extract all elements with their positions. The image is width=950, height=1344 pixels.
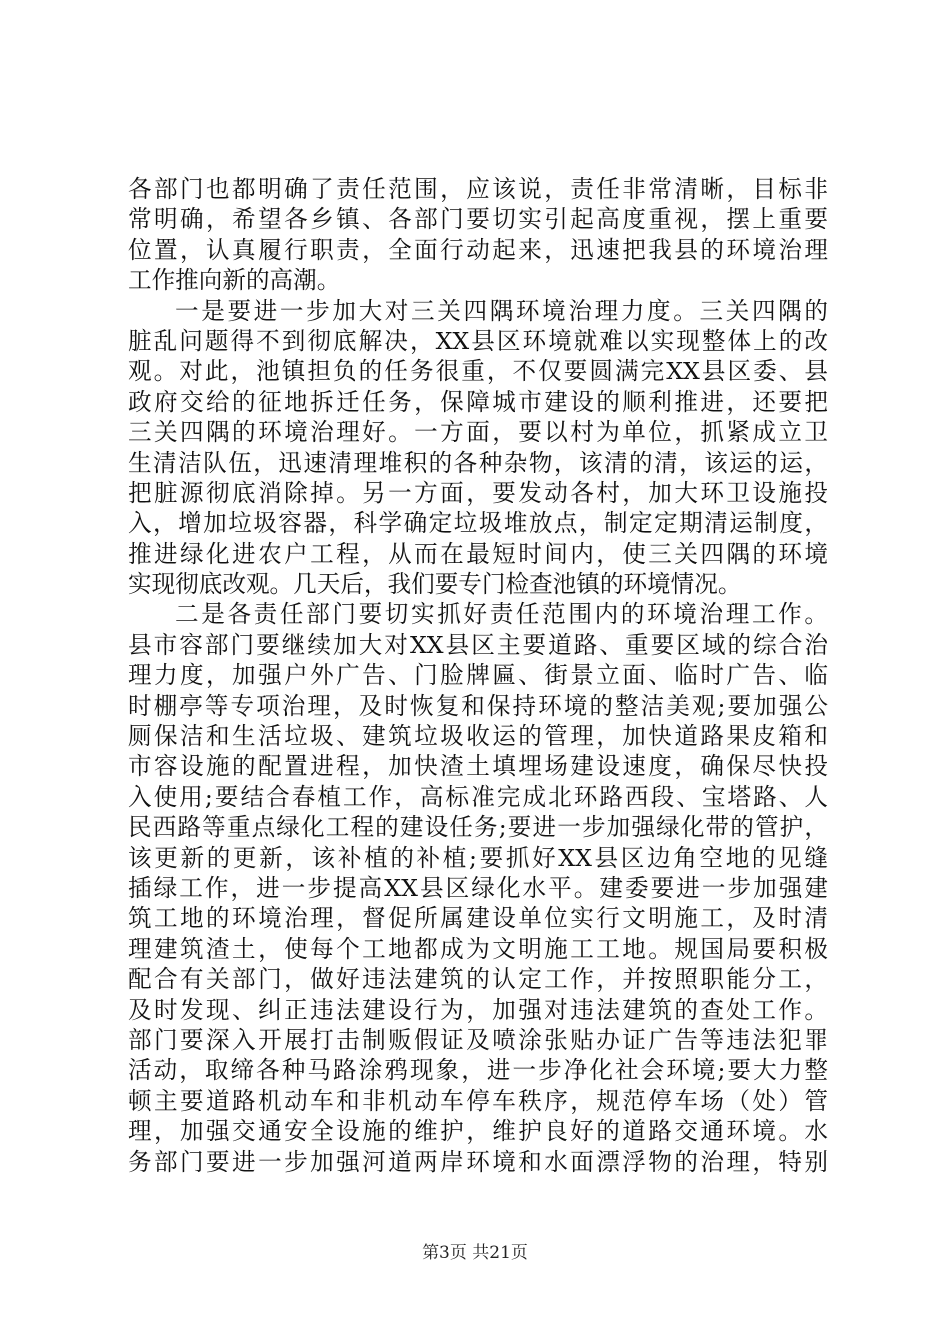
text-line: 市容设施的配置进程，加快渣土填埋场建设速度，确保尽快投 <box>128 752 828 781</box>
text-line: 工作推向新的高潮。 <box>128 266 341 295</box>
text-line: 观。对此，池镇担负的任务很重，不仅要圆满完XX县区委、县 <box>128 357 828 386</box>
text-line: 政府交给的征地拆迁任务，保障城市建设的顺利推进，还要把 <box>128 387 828 416</box>
text-line: 该更新的更新，该补植的补植;要抓好XX县区边角空地的见缝 <box>128 843 828 872</box>
text-line: 三关四隅的环境治理好。一方面，要以村为单位，抓紧成立卫 <box>128 418 828 447</box>
text-line: 把脏源彻底消除掉。另一方面，要发动各村，加大环卫设施投 <box>128 478 828 507</box>
text-line: 一是要进一步加大对三关四隅环境治理力度。三关四隅的 <box>175 296 828 325</box>
text-line: 县市容部门要继续加大对XX县区主要道路、重要区域的综合治 <box>128 630 828 659</box>
text-line: 理力度，加强户外广告、门脸牌匾、街景立面、临时广告、临 <box>128 661 828 690</box>
text-line: 生清洁队伍，迅速清理堆积的各种杂物，该清的清，该运的运， <box>128 448 828 477</box>
text-line: 筑工地的环境治理，督促所属建设单位实行文明施工，及时清 <box>128 904 828 933</box>
page-number-footer: 第3页 共21页 <box>422 1243 528 1263</box>
text-line: 各部门也都明确了责任范围，应该说，责任非常清晰，目标非 <box>128 175 828 203</box>
text-line: 厕保洁和生活垃圾、建筑垃圾收运的管理，加快道路果皮箱和 <box>128 722 828 751</box>
text-line: 部门要深入开展打击制贩假证及喷涂张贴办证广告等违法犯罪 <box>128 1025 828 1054</box>
text-line: 常明确，希望各乡镇、各部门要切实引起高度重视，摆上重要 <box>128 205 828 234</box>
text-line: 时棚亭等专项治理，及时恢复和保持环境的整洁美观;要加强公 <box>128 691 828 720</box>
text-line: 插绿工作，进一步提高XX县区绿化水平。建委要进一步加强建 <box>128 873 828 902</box>
text-line: 实现彻底改观。几天后，我们要专门检查池镇的环境情况。 <box>128 570 742 599</box>
text-line: 及时发现、纠正违法建设行为，加强对违法建筑的查处工作。 <box>128 995 828 1024</box>
body-text <box>128 174 828 1177</box>
text-line: 顿主要道路机动车和非机动车停车秩序，规范停车场（处）管 <box>128 1086 828 1115</box>
text-line: 脏乱问题得不到彻底解决，XX县区环境就难以实现整体上的改 <box>128 326 828 355</box>
text-line: 理建筑渣土，使每个工地都成为文明施工工地。规国局要积极 <box>128 934 828 963</box>
text-line: 民西路等重点绿化工程的建设任务;要进一步加强绿化带的管护， <box>128 813 828 842</box>
text-line: 配合有关部门，做好违法建筑的认定工作，并按照职能分工， <box>128 965 828 994</box>
text-line: 位置，认真履行职责，全面行动起来，迅速把我县的环境治理 <box>128 235 828 264</box>
text-line: 入，增加垃圾容器，科学确定垃圾堆放点，制定定期清运制度， <box>128 509 828 538</box>
text-line: 入使用;要结合春植工作，高标准完成北环路西段、宝塔路、人 <box>128 782 828 811</box>
text-line: 活动，取缔各种马路涂鸦现象，进一步净化社会环境;要大力整 <box>128 1056 828 1085</box>
text-line: 推进绿化进农户工程，从而在最短时间内，使三关四隅的环境 <box>128 539 828 568</box>
text-line: 务部门要进一步加强河道两岸环境和水面漂浮物的治理，特别 <box>128 1147 828 1176</box>
text-line: 理，加强交通安全设施的维护，维护良好的道路交通环境。水 <box>128 1117 828 1146</box>
text-line: 二是各责任部门要切实抓好责任范围内的环境治理工作。 <box>175 600 828 629</box>
